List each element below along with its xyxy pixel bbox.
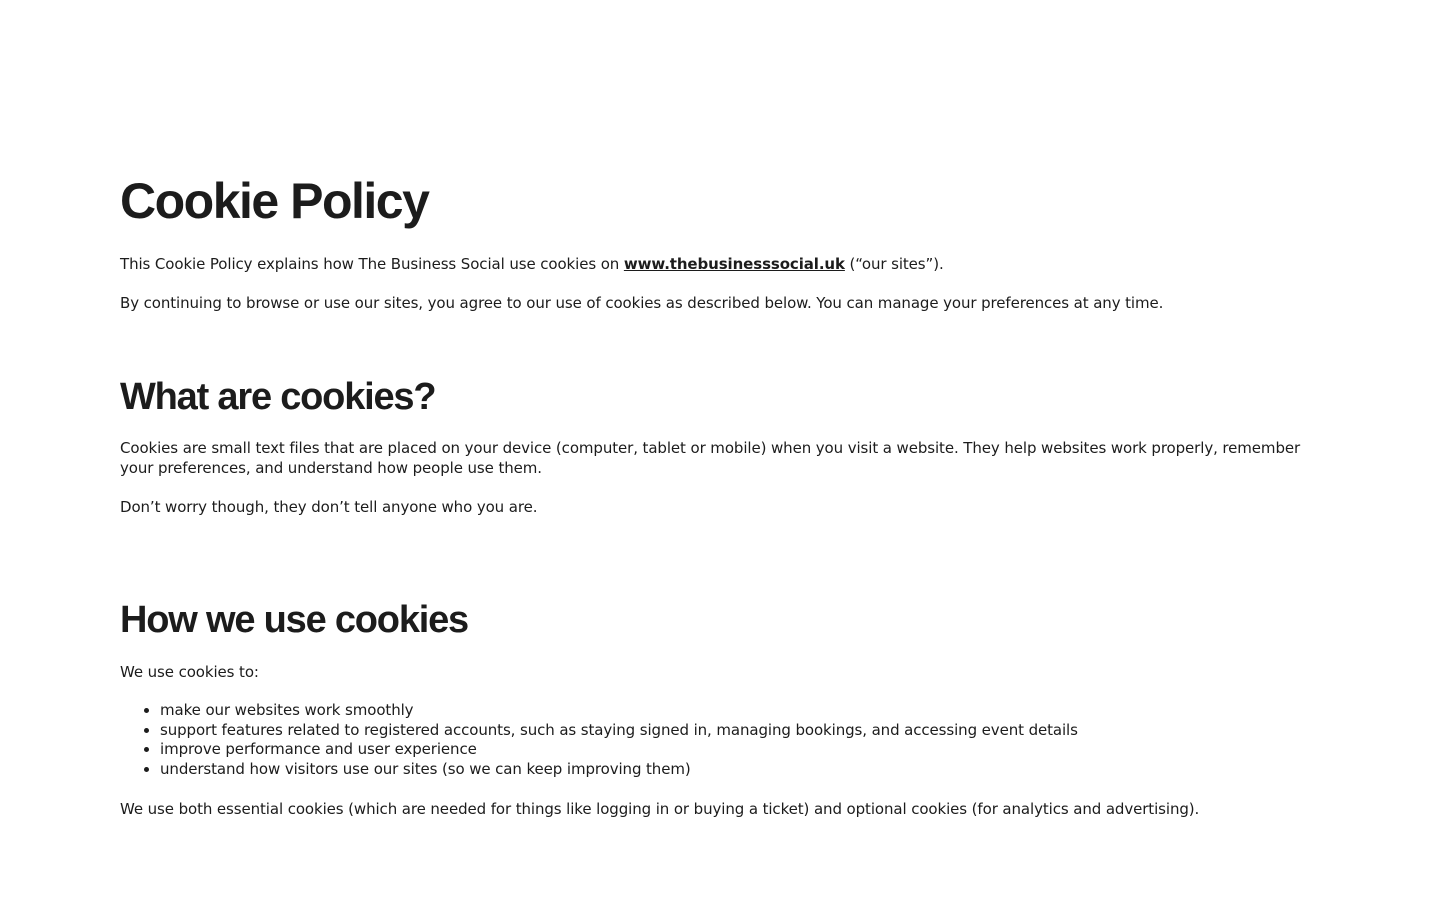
reassurance-paragraph: Don’t worry though, they don’t tell anyone who you are. xyxy=(120,498,538,516)
cookie-uses-list xyxy=(120,701,1320,780)
intro-text-after: (“our sites”). xyxy=(844,255,944,273)
intro-paragraph xyxy=(120,254,1320,274)
how-we-use-intro: We use cookies to: xyxy=(120,663,259,681)
list-item: • understand how visitors use our sites (so we can keep improving them) xyxy=(160,760,1320,780)
site-link[interactable]: www.thebusinesssocial.uk xyxy=(623,255,845,273)
section-title-how-we-use-cookies: How we use cookies xyxy=(120,599,468,641)
list-item: • improve performance and user experience xyxy=(160,740,1320,760)
section-title-what-are-cookies: What are cookies? xyxy=(120,376,436,418)
intro-text-before: This Cookie Policy explains how The Business Social use cookies on xyxy=(120,255,624,273)
list-item: • make our websites work smoothly xyxy=(160,701,1320,721)
cookie-types-paragraph: We use both essential cookies (which are needed for things like logging in or buying a ticket) and optional cookies (for analytics and advertising). xyxy=(120,800,1200,818)
what-are-cookies-paragraph: Cookies are small text files that are placed on your device (computer, tablet or mobile) when you visit a website. They help websites work properly, remember your preferences, and understand how people use them. xyxy=(120,439,1301,477)
list-item: • support features related to registered accounts, such as staying signed in, managing bookings, and accessing event details xyxy=(160,721,1320,741)
consent-paragraph: By continuing to browse or use our sites, you agree to our use of cookies as described below. You can manage your preferences at any time. xyxy=(120,294,1164,312)
page-title: Cookie Policy xyxy=(120,173,429,229)
